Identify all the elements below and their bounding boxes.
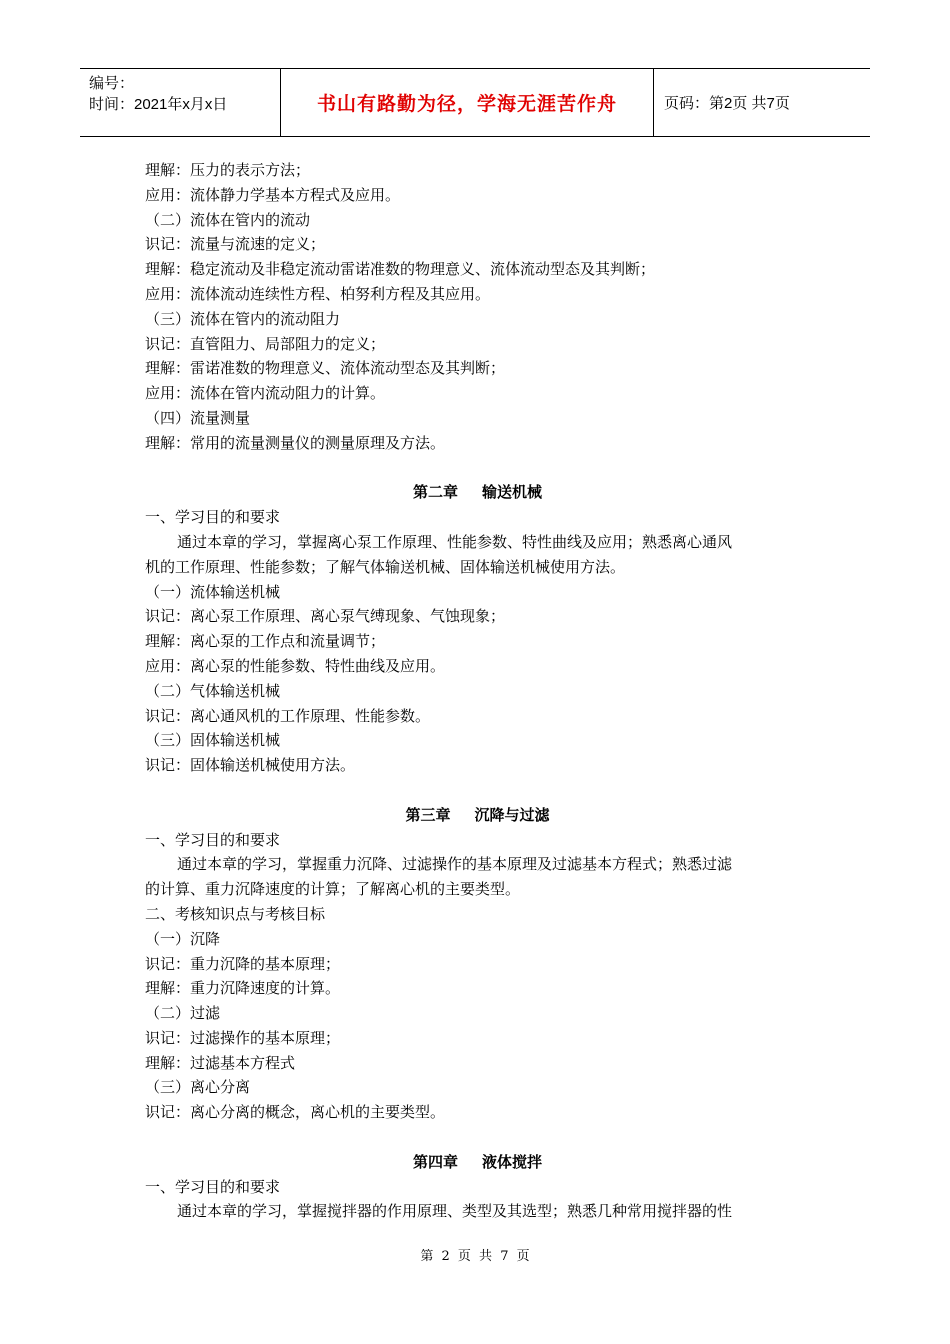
chapter-2-heading	[145, 480, 810, 505]
text-line: 识记：直管阻力、局部阻力的定义；	[145, 334, 386, 353]
page-footer: 第 2 页 共 7 页	[420, 1249, 530, 1264]
text-line: 理解：稳定流动及非稳定流动雷诺准数的物理意义、流体流动型态及其判断；	[145, 260, 656, 279]
chapter-2-number: 第二章	[412, 483, 458, 502]
text-line: 识记：离心泵工作原理、离心泵气缚现象、气蚀现象；	[145, 607, 506, 626]
chapter-4-number: 第四章	[412, 1152, 458, 1171]
section-heading: （二）流体在管内的流动	[145, 210, 311, 229]
document-number-label: 编号：	[89, 75, 135, 92]
paragraph-line: 通过本章的学习，掌握离心泵工作原理、性能参数、特性曲线及应用；熟悉离心通风	[177, 532, 733, 551]
section-heading: （四）流量测量	[145, 408, 251, 427]
paragraph-line: 机的工作原理、性能参数；了解气体输送机械、固体输送机械使用方法。	[145, 557, 626, 576]
section-heading: （三）流体在管内的流动阻力	[145, 309, 341, 328]
section-heading: （一）流体输送机械	[145, 582, 281, 601]
document-time-label: 时间：2021年x月x日	[89, 96, 228, 113]
section-heading: （三）固体输送机械	[145, 731, 281, 750]
text-line: 理解：雷诺准数的物理意义、流体流动型态及其判断；	[145, 359, 506, 378]
chapter-3-title: 沉降与过滤	[474, 805, 550, 824]
chapter-3-heading	[145, 803, 810, 828]
text-line: 理解：常用的流量测量仪的测量原理及方法。	[145, 433, 446, 452]
paragraph-line: 通过本章的学习，掌握搅拌器的作用原理、类型及其选型；熟悉几种常用搅拌器的性	[177, 1202, 733, 1221]
section-heading: 一、学习目的和要求	[145, 830, 281, 849]
text-line: 识记：离心通风机的工作原理、性能参数。	[145, 706, 431, 725]
text-line: 理解：过滤基本方程式	[145, 1053, 296, 1072]
header-motto: 书山有路勤为径，学海无涯苦作舟	[281, 69, 654, 136]
header-table	[80, 68, 870, 137]
section-heading: （一）沉降	[145, 929, 221, 948]
chapter-3-number: 第三章	[405, 805, 451, 824]
chapter-4-heading	[145, 1150, 810, 1175]
section-heading: （三）离心分离	[145, 1078, 251, 1097]
text-line: 理解：压力的表示方法；	[145, 161, 311, 179]
text-line: 识记：重力沉降的基本原理；	[145, 954, 341, 973]
text-line: 识记：流量与流速的定义；	[145, 235, 326, 254]
paragraph-line: 的计算、重力沉降速度的计算；了解离心机的主要类型。	[145, 880, 521, 899]
chapter-4-title: 液体搅拌	[482, 1152, 543, 1171]
text-line: 应用：流体流动连续性方程、柏努利方程及其应用。	[145, 284, 491, 303]
document-body	[145, 158, 810, 1224]
text-line: 理解：离心泵的工作点和流量调节；	[145, 632, 386, 651]
section-heading: 二、考核知识点与考核目标	[145, 904, 326, 923]
section-heading: （二）过滤	[145, 1004, 221, 1023]
text-line: 识记：离心分离的概念，离心机的主要类型。	[145, 1103, 446, 1122]
paragraph-line: 通过本章的学习，掌握重力沉降、过滤操作的基本原理及过滤基本方程式；熟悉过滤	[177, 855, 733, 874]
text-line: 应用：流体静力学基本方程式及应用。	[145, 185, 401, 204]
text-line: 识记：过滤操作的基本原理；	[145, 1028, 341, 1047]
section-heading: 一、学习目的和要求	[145, 508, 281, 527]
chapter-2-title: 输送机械	[482, 483, 543, 502]
header-page-info: 页码：第2页 共7页	[664, 95, 790, 112]
text-line: 识记：固体输送机械使用方法。	[145, 756, 356, 775]
text-line: 理解：重力沉降速度的计算。	[145, 979, 341, 998]
section-heading: 一、学习目的和要求	[145, 1177, 281, 1196]
section-heading: （二）气体输送机械	[145, 681, 281, 700]
text-line: 应用：离心泵的性能参数、特性曲线及应用。	[145, 656, 446, 675]
text-line: 应用：流体在管内流动阻力的计算。	[145, 384, 386, 403]
header-meta	[80, 69, 281, 136]
